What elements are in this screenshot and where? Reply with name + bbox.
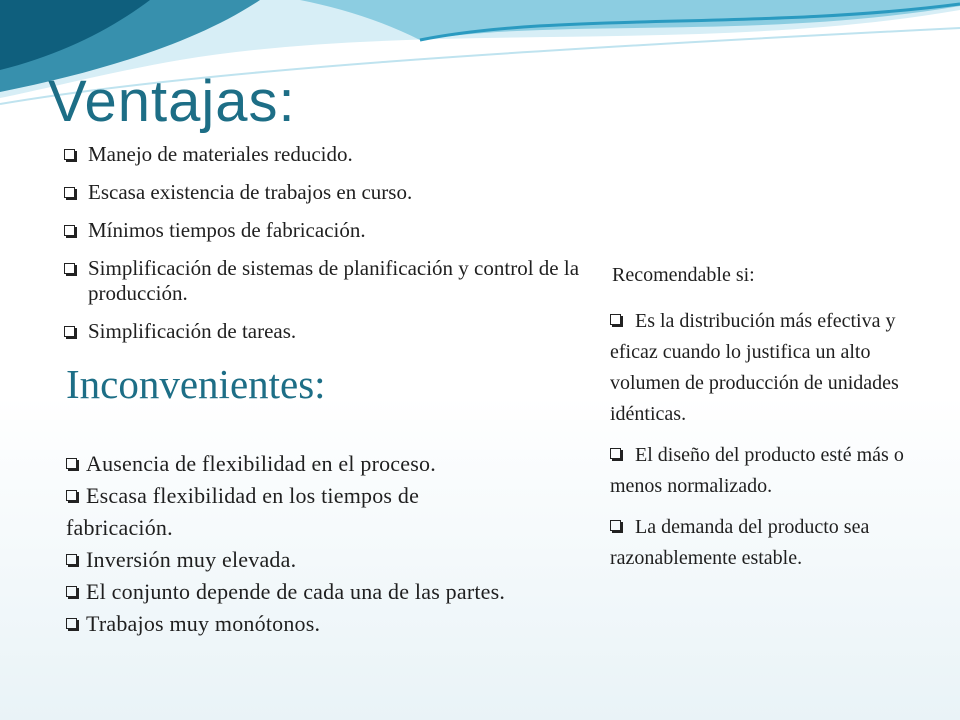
hollow-square-bullet-icon [610,314,621,325]
recommended-heading: Recomendable si: [612,264,755,286]
list-item: Ausencia de flexibilidad en el proceso. [66,448,516,480]
disadvantages-title: Inconvenientes: [66,361,326,407]
list-item: Escasa flexibilidad en los tiempos de fabricación. [66,483,420,540]
list-item: El conjunto depende de cada una de las partes. [66,576,516,608]
list-item: Es la distribución más efectiva y eficaz cuando lo justifica un alto volumen de producción de unidades idénticas. [610,310,899,425]
hollow-square-bullet-icon [64,149,75,160]
recommended-list [610,306,930,584]
list-item: Mínimos tiempos de fabricación. [62,218,582,243]
hollow-square-bullet-icon [66,554,77,565]
hollow-square-bullet-icon [64,225,75,236]
hollow-square-bullet-icon [610,448,621,459]
list-item: Escasa existencia de trabajos en curso. [62,180,582,205]
advantages-list [62,142,582,357]
list-item: Manejo de materiales reducido. [62,142,582,167]
hollow-square-bullet-icon [610,520,621,531]
hollow-square-bullet-icon [64,187,75,198]
disadvantages-list [66,448,516,640]
hollow-square-bullet-icon [64,326,75,337]
list-item: Trabajos muy monótonos. [66,608,516,640]
hollow-square-bullet-icon [66,618,77,629]
list-item: La demanda del producto sea razonablemente estable. [610,516,870,569]
list-item: El diseño del producto esté más o menos normalizado. [610,444,904,497]
hollow-square-bullet-icon [66,586,77,597]
list-item: Simplificación de sistemas de planificación y control de la producción. [62,256,582,306]
list-item: Simplificación de tareas. [62,319,582,344]
hollow-square-bullet-icon [64,263,75,274]
hollow-square-bullet-icon [66,490,77,501]
slide-title: Ventajas: [48,69,296,134]
hollow-square-bullet-icon [66,458,77,469]
list-item: Inversión muy elevada. [66,544,516,576]
